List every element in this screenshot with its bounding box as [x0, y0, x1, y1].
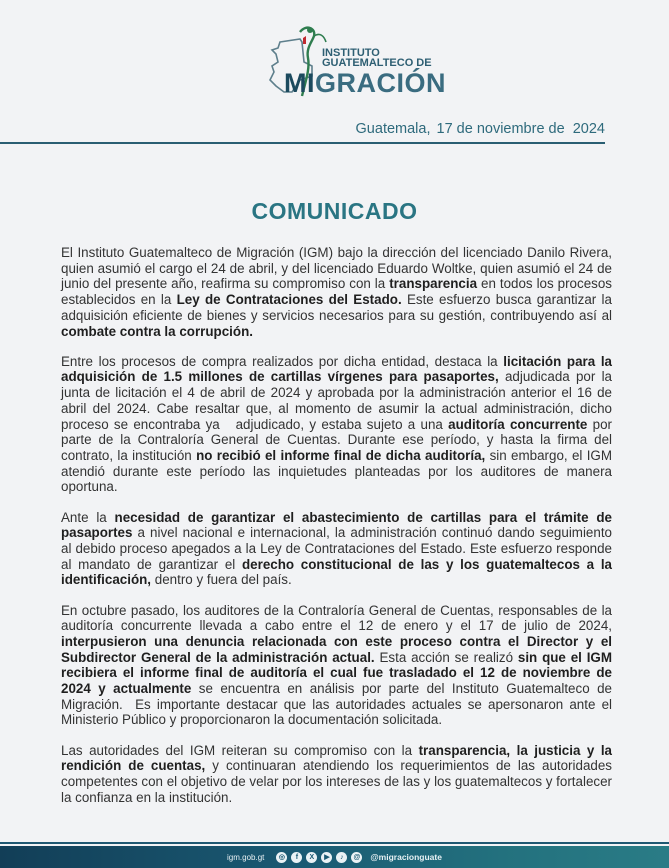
text: dentro y fuera del país.: [151, 572, 292, 588]
bold-text: transparencia, la justicia y la rendición de cuentas,: [61, 742, 616, 774]
youtube-icon[interactable]: ▶: [321, 852, 332, 863]
text: Ante la: [61, 509, 115, 525]
text: Las autoridades del IGM reiteran su compromiso con la: [61, 742, 419, 758]
text: y continuaran atendiendo los requerimientos de las autoridades competentes con el objetivo de velar por los intereses de las y los guatemaltecos y fortalecer la confianza en la institución.: [61, 758, 616, 805]
logo-line-instituto: INSTITUTO: [322, 47, 380, 59]
logo-mi: MI: [284, 68, 315, 98]
bold-text: transparencia: [389, 276, 478, 292]
instagram-icon[interactable]: ◎: [276, 852, 287, 863]
bold-text: derecho constitucional de las y los guatemaltecos a la identificación,: [61, 556, 616, 588]
paragraph-5: [61, 742, 616, 806]
paragraph-1: [61, 245, 616, 339]
text: a nivel nacional e internacional, la administración continuó dando seguimiento al debido proceso apegados a la Ley de Contrataciones del Estado. Este esfuerzo responde al mandato de garantizar el: [61, 525, 616, 572]
logo-gracion: GRACIÓN: [315, 68, 446, 98]
bold-text: sin que el IGM recibiera el informe final de auditoría el cual fue trasladado el 12 de noviembre de 2024 y actualmente: [61, 649, 616, 697]
text: sin embargo, el IGM atendió durante este período las inquietudes planteadas por los auditores de manera oportuna.: [61, 447, 616, 495]
bold-text: Ley de Contrataciones del Estado.: [176, 292, 402, 308]
footer-social-handle[interactable]: @migracionguate: [370, 852, 442, 862]
text: Entre los procesos de compra realizados por dicha entidad, destaca la: [61, 353, 504, 369]
x-icon[interactable]: X: [306, 852, 317, 863]
paragraph-2: [61, 353, 616, 495]
tiktok-icon[interactable]: ♪: [336, 852, 347, 863]
igm-logo: [262, 22, 446, 100]
bold-text: auditoría concurrente: [448, 416, 588, 432]
text: El Instituto Guatemalteco de Migración (IGM) bajo la dirección del licenciado Danilo Rivera, quien asumió el cargo el 24 de abril, y del licenciado Eduardo Woltke, quien asumió el 24 de junio del presente año, reafirma su compromiso con la: [61, 245, 616, 292]
footer-site-link[interactable]: igm.gob.gt: [227, 852, 265, 862]
text: Este esfuerzo busca garantizar la adquisición eficiente de bienes y servicios necesarios para su gestión, contribuyendo así al: [61, 292, 616, 323]
footer-bar: [0, 846, 669, 868]
text: en todos los procesos establecidos en la: [61, 276, 616, 308]
date-place: Guatemala,: [355, 121, 431, 137]
text: por parte de la Contraloría General de Cuentas. Durante ese período, y hasta la firma del contrato, la institución: [61, 416, 616, 463]
threads-icon[interactable]: @: [351, 852, 362, 863]
text: se encuentra en análisis por parte del Instituto Guatemalteco de Migración. Es importante destacar que las autoridades actuales se apersonaron ante el Ministerio Público y proporcionaron la documentación solicitada.: [61, 681, 616, 728]
logo-line-guatemalteco: GUATEMALTECO DE: [322, 57, 432, 69]
footer-divider: [0, 842, 669, 844]
date-value: 17 de noviembre de 2024: [436, 121, 605, 137]
paragraph-4: [61, 602, 616, 729]
date-line: [0, 121, 605, 144]
communique-body: [61, 245, 616, 820]
bold-text: necesidad de garantizar el abastecimiento de cartillas para el trámite de pasaportes: [61, 509, 616, 541]
bold-text: combate contra la corrupción.: [61, 323, 253, 339]
social-icons: [276, 852, 366, 863]
logo-line-migracion: [284, 69, 446, 97]
page-title: COMUNICADO: [251, 198, 418, 224]
bold-text: interpusieron una denuncia relacionada con este proceso contra el Director y el Subdirector General de la administración actual.: [61, 633, 616, 665]
bold-text: no recibió el informe final de dicha auditoría,: [196, 447, 486, 463]
facebook-icon[interactable]: f: [291, 852, 302, 863]
text: En octubre pasado, los auditores de la Contraloría General de Cuentas, responsables de la auditoría concurrente llevada a cabo entre el 12 de enero y el 17 de julio de 2024,: [61, 602, 616, 634]
paragraph-3: [61, 509, 616, 589]
text: adjudicada por la junta de licitación el 4 de abril de 2024 y aprobada por la administración anterior el 16 de abril del 2024. Cabe resaltar que, al momento de asumir la actual administración, dicho proceso se encontraba ya adjudicado, y estaba sujeto a una: [61, 369, 616, 432]
text: Esta acción se realizó: [374, 649, 518, 665]
bold-text: licitación para la adquisición de 1.5 millones de cartillas vírgenes para pasaportes,: [61, 353, 616, 385]
